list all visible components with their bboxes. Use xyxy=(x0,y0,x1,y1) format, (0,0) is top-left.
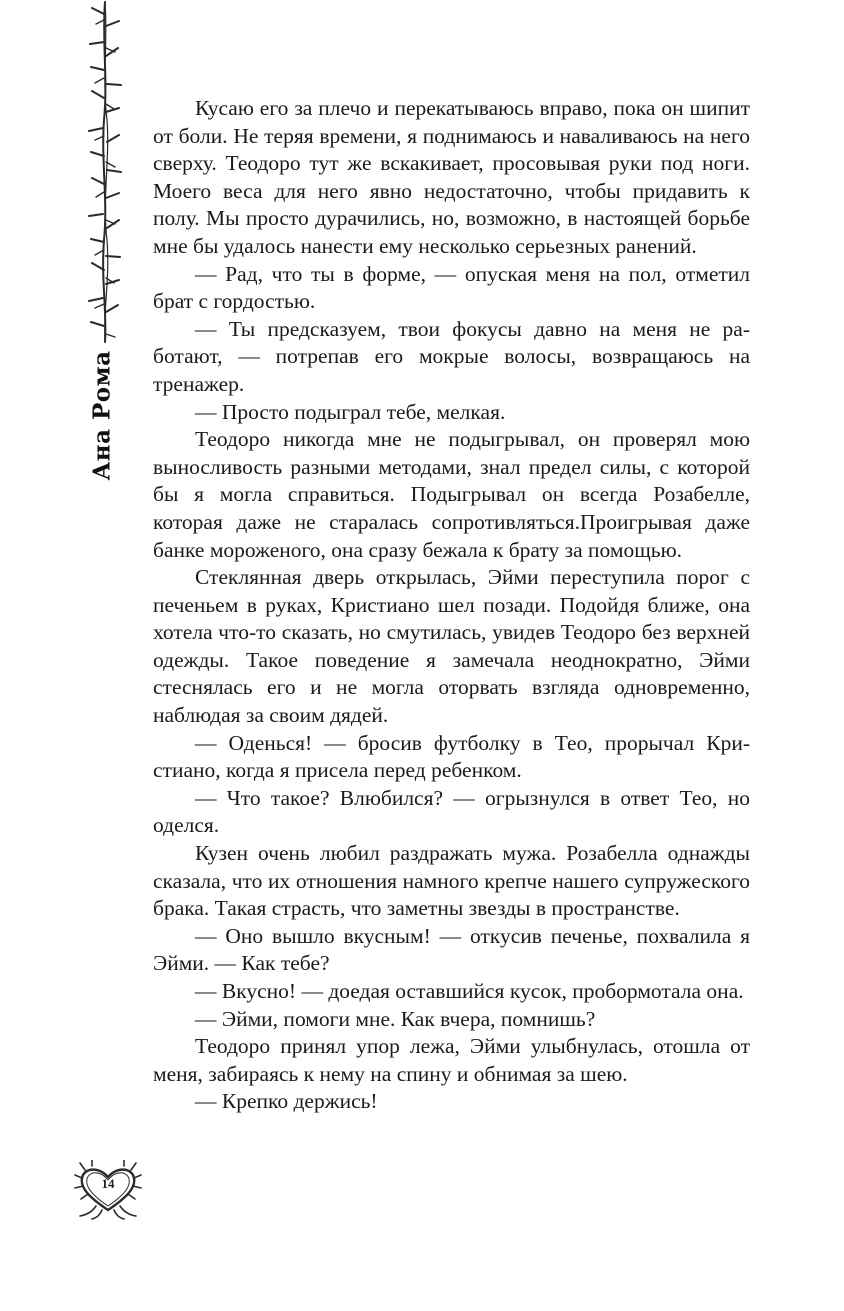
paragraph: — Оденься! — бросив футболку в Тео, прорычал Кристиано, когда я присела перед ребенком. xyxy=(153,730,750,783)
paragraph: — Эйми, помоги мне. Как вчера, помнишь? xyxy=(195,1006,596,1031)
paragraph: — Вкусно! — доедая оставшийся кусок, пробормотала она. xyxy=(195,979,744,1003)
paragraph: — Крепко держись! xyxy=(195,1089,378,1114)
paragraph: — Рад, что ты в форме, — опуская меня на пол, отметил брат с гордостью. xyxy=(153,261,750,314)
paragraph: Кузен очень любил раздражать мужа. Розабелла однажды сказала, что их отношения намного крепче нашего супружеского брака. Такая страсть, что заметны звезды в пространстве. xyxy=(153,841,750,921)
paragraph: Стеклянная дверь открылась, Эйми переступила порог с печеньем в руках, Кристиано шел позади. Подойдя ближе, она хотела что-то сказать, но смутилась, увидев Теодоро без верхней одежды. Такое поведение я замечала неоднократно, Эйми стеснялась его и не могла оторвать взгляда одновременно, наблюдая за своим дядей. xyxy=(153,565,750,728)
paragraph: — Оно вышло вкусным! — откусив печенье, похвалила я Эйми. — Как тебе? xyxy=(153,923,750,976)
paragraph: — Просто подыграл тебе, мелкая. xyxy=(195,399,506,424)
paragraph: Теодоро никогда мне не подыгрывал, он проверял мою выносливость разными методами, знал предел силы, с которой бы я могла справиться. Подыгрывал он всегда Розабелле, которая даже не старалась сопротивляться.Проигрывая даже банке мороженого, она сразу бежала к брату за помощью. xyxy=(153,427,750,562)
page-number: 14 xyxy=(101,1176,115,1191)
paragraph: Теодоро принял упор лежа, Эйми улыбнулась, отошла от меня, забираясь к нему на спину и обнимая за шею. xyxy=(153,1034,750,1086)
author-name: Ана Рома xyxy=(88,350,116,480)
paragraph: — Ты предсказуем, твои фокусы давно на меня не работают, — потрепав его мокрые волосы, возвращаюсь на тренажер. xyxy=(153,316,750,396)
page-number-ornament xyxy=(72,1160,144,1220)
paragraph: — Что такое? Влюбился? — огрызнулся в ответ Тео, но оделся. xyxy=(153,785,750,838)
body-text xyxy=(153,95,750,1116)
paragraph: Кусаю его за плечо и перекатываюсь вправо, пока он шипит от боли. Не теряя времени, я поднимаюсь и наваливаюсь на него сверху. Теодоро тут же вскакивает, просовывая руки под ноги. Моего веса для него явно недостаточно, чтобы придавить к полу. Мы просто дурачились, но, возможно, в настоящей борьбе мне бы удалось нанести ему несколько серьезных ранений. xyxy=(153,96,750,258)
running-head-author xyxy=(82,350,122,480)
thorn-vine-ornament xyxy=(82,0,128,345)
